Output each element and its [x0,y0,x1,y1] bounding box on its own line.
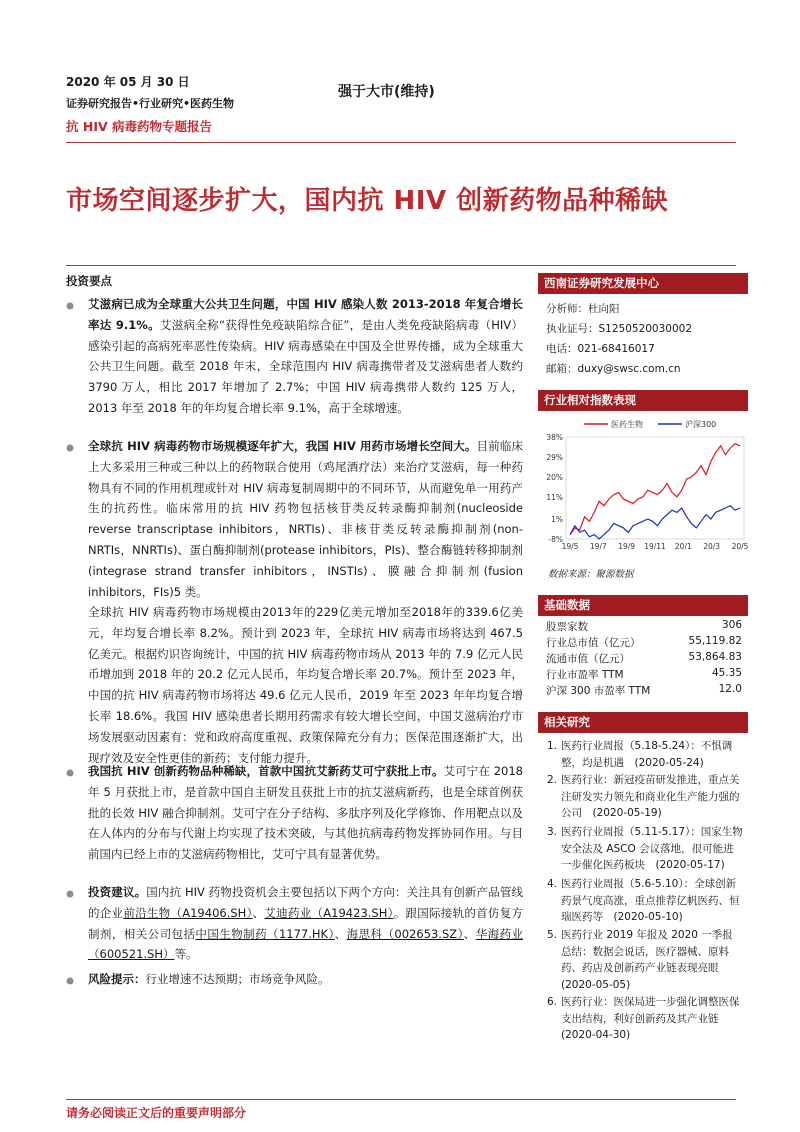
basic-data-heading: 基础数据 [538,595,748,616]
footer-disclaimer: 请务必阅读正文后的重要声明部分 [66,1106,247,1120]
related-research-title: 医药行业周报（5.18-5.24）：不惧调整，均是机遇 (2020-05-24) [561,740,733,769]
basic-data-row [546,683,742,699]
bullet-icon [66,444,74,452]
basic-data-value: 306 [721,619,742,631]
analyst-phone: 电话：021-68416017 [546,343,655,355]
related-research-item[interactable] [547,772,743,822]
x-tick-label: 19/9 [618,542,636,551]
key-point-1-body: 艾滋病全称“获得性免疫缺陷综合征”，是由人类免疫缺陷病毒（HIV）感染引起的高病死率恶性传染病。HIV 病毒感染在中国及全世界传播，成为全球重大公共卫生问题。截至 2018 年末，全球范围内 HIV 病毒携带者及艾滋病患者人数约 3790 万人，相比 2017 年增加了 2.7%；中国 HIV 病毒携带人数约 125 万人，2013 年至 2018 年的年均复合增长率 9.1%，高于全球增速。 [88,317,523,415]
investment-advice-end: 等。 [174,947,198,962]
divider [66,265,736,266]
related-research-title: 医药行业周报（5.11-5.17）：国家生物安全法及 ASCO 会议落地，很可能进一步催化医药板块 (2020-05-17) [561,826,743,871]
key-point-2 [88,436,523,602]
report-name: 抗 HIV 病毒药物专题报告 [66,119,212,134]
key-point-3-body: 艾可宁在 2018 年 5 月获批上市，是首款中国自主研发且获批上市的抗艾滋病新药，也是全球首例获批的长效 HIV 融合抑制剂。艾可宁在分子结构、多肽序列及化学修饰、作用靶点以及在人体内的分布与代谢上均实现了技术突破，与其他抗病毒药物发挥协同作用。与目前国内已经上市的艾滋病药物相比，艾可宁具有显著优势。 [88,764,523,862]
analyst-email[interactable]: 邮箱：duxy@swsc.com.cn [546,363,681,375]
key-point-2-body: 目前临床上大多采用三种或三种以上的药物联合使用（鸡尾酒疗法）来治疗艾滋病，每一种药物具有不同的作用机理或针对 HIV 病毒复制周期中的不同环节，从而避免单一用药产生的抗药性。临床常用的抗 HIV 药物包括核苷类反转录酶抑制剂(nucleoside reverse transcriptase inhibitors，NRTIs)、非核苷类反转录酶抑制剂(non-NRTIs，NNRTIs)、蛋白酶抑制剂(protease inhibitors，PIs)、整合酶链转移抑制剂(integrase strand transfer inhibitors，INSTIs)、膜融合抑制剂(fusion inhibitors，FIs)5 类。 [88,439,524,599]
series-line-0 [570,444,740,535]
analyst-license: 执业证号：S1250520030002 [546,323,693,335]
relative-index-chart [538,415,750,561]
y-tick-label: 29% [546,452,563,462]
separator: 、 [463,926,476,941]
basic-data-row [546,651,742,667]
related-research-heading: 相关研究 [538,712,748,733]
report-date: 2020 年 05 月 30 日 [66,75,190,89]
rating: 强于大市(维持) [338,84,435,100]
related-research-title: 医药行业周报（5.6-5.10）：全球创新药景气度高涨，重点推荐亿帆医药、恒瑞医药等 (2020-05-10) [561,878,740,923]
legend-label-0: 医药生物 [611,420,643,429]
institute-heading: 西南证券研究发展中心 [538,273,748,294]
basic-data-value: 45.35 [711,667,742,679]
related-research-number: 5. [547,929,558,941]
y-tick-label: 38% [546,433,563,442]
risk-text: 行业增速不达预期；市场竞争风险。 [145,972,330,986]
basic-data-row [546,635,742,651]
bullet-icon [66,769,74,777]
key-point-3-lead: 我国抗 HIV 创新药物品种稀缺，首款中国抗艾新药艾可宁获批上市。 [88,764,444,778]
page-title: 市场空间逐步扩大，国内抗 HIV 创新药物品种稀缺 [66,186,669,216]
related-research-number: 4. [547,878,558,890]
related-research-title: 医药行业：医保局进一步强化调整医保支出结构，利好创新药及其产业链 (2020-04-30) [561,996,740,1041]
related-research-item[interactable] [547,994,743,1044]
x-tick-label: 19/5 [561,542,579,551]
basic-data-value: 55,119.82 [688,635,742,647]
related-research-number: 1. [547,740,558,752]
basic-data-row [546,667,742,683]
related-research-item[interactable] [547,824,743,874]
key-point-1 [88,294,523,419]
x-tick-label: 19/11 [644,542,666,551]
investment-advice-lead: 投资建议。 [88,885,147,899]
key-point-1-lead: 艾滋病已成为全球重大公共卫生问题，中国 HIV 感染人数 2013-2018 年复合增长率达 9.1%。 [88,297,523,332]
related-research-number: 3. [547,826,558,838]
y-tick-label: -8% [548,535,563,544]
related-research-title: 医药行业 2019 年报及 2020 一季报总结：数据会说话，医疗器械、原料药、药店及创新药产业链表现亮眼 (2020-05-05) [561,929,733,991]
key-point-5 [88,969,523,990]
x-tick-label: 20/1 [674,542,692,551]
key-point-3 [88,761,523,865]
related-research-title: 医药行业：新冠疫苗研发推进，重点关注研发实力领先和商业化生产能力强的公司 (2020-05-19) [561,774,740,819]
basic-data-row [546,619,742,635]
x-tick-label: 19/7 [589,542,607,551]
y-tick-label: 20% [546,472,563,482]
key-point-4 [88,882,523,965]
company-link[interactable]: 中国生物制药（1177.HK） [195,926,335,941]
y-tick-label: 11% [546,492,563,502]
basic-data-value: 12.0 [718,683,742,695]
company-link[interactable]: 华海药业（600521.SH） [88,926,524,962]
company-link[interactable]: 海思科（002653.SZ） [346,926,464,941]
related-research-item[interactable] [547,927,743,993]
bullet-icon [66,977,74,985]
x-tick-label: 20/5 [731,542,749,551]
basic-data-label: 沪深 300 市盈率 TTM [546,685,651,697]
legend-label-1: 沪深300 [685,420,717,429]
basic-data-value: 53,864.83 [688,651,742,663]
bullet-icon [66,890,74,898]
investment-advice-text: 国内抗 HIV 药物投资机会主要包括以下两个方向：关注具有创新产品管线的企业 [88,885,523,920]
investment-advice-text: 。跟国际接轨的首仿复方制剂，相关公司包括 [88,905,523,941]
y-tick-label: 1% [551,515,563,525]
market-paragraph: 全球抗 HIV 病毒药物市场规模由2013年的229亿美元增加至2018年的339.6亿美元，年均复合增长率 8.2%。预计到 2023 年，全球抗 HIV 病毒市场将达到 467.5 亿美元。根据灼识咨询统计，中国的抗 HIV 病毒药物市场从 2013 年的 7.9 亿元人民币增加到 2018 年的 20.2 亿元人民币，年均复合增长率 20.7%。预计至 2023 年，中国的抗 HIV 病毒药物市场将达 49.6 亿元人民币，2019 年至 2023 年年均复合增长率 18.6%。我国 HIV 感染患者长期用药需求有较大增长空间，中国艾滋病治疗市场发展驱动因素有：党和政府高度重视、政策保障充分有力；医保范围逐渐扩大，出现疗效及安全性更佳的新药；支付能力提升。 [88,605,523,765]
key-point-2-market [88,602,523,768]
x-tick-label: 20/3 [703,542,721,551]
divider [66,142,736,143]
analyst-name: 分析师：杜向阳 [546,303,620,315]
company-link[interactable]: 前沿生物（A19406.SH） [123,905,253,920]
company-link[interactable]: 艾迪药业（A19423.SH） [264,905,394,920]
chart-source: 数据来源：聚源数据 [548,569,634,580]
separator: 、 [252,905,265,920]
basic-data-label: 行业市盈率 TTM [546,669,624,681]
related-research-item[interactable] [547,738,743,771]
basic-data-label: 行业总市值（亿元） [546,637,641,649]
footer-divider [66,1099,736,1100]
related-research-number: 6. [547,996,558,1008]
basic-data-label: 流通市值（亿元） [546,653,630,665]
bullet-icon [66,302,74,310]
related-research-number: 2. [547,774,558,786]
key-point-2-lead: 全球抗 HIV 病毒药物市场规模逐年扩大，我国 HIV 用药市场增长空间大。 [88,439,477,453]
key-points-heading: 投资要点 [66,274,112,288]
separator: 、 [334,926,347,941]
basic-data-label: 股票家数 [546,621,588,633]
risk-lead: 风险提示： [88,972,146,986]
chart-heading: 行业相对指数表现 [538,390,748,411]
related-research-item[interactable] [547,876,743,926]
report-type: 证券研究报告•行业研究•医药生物 [66,97,235,110]
